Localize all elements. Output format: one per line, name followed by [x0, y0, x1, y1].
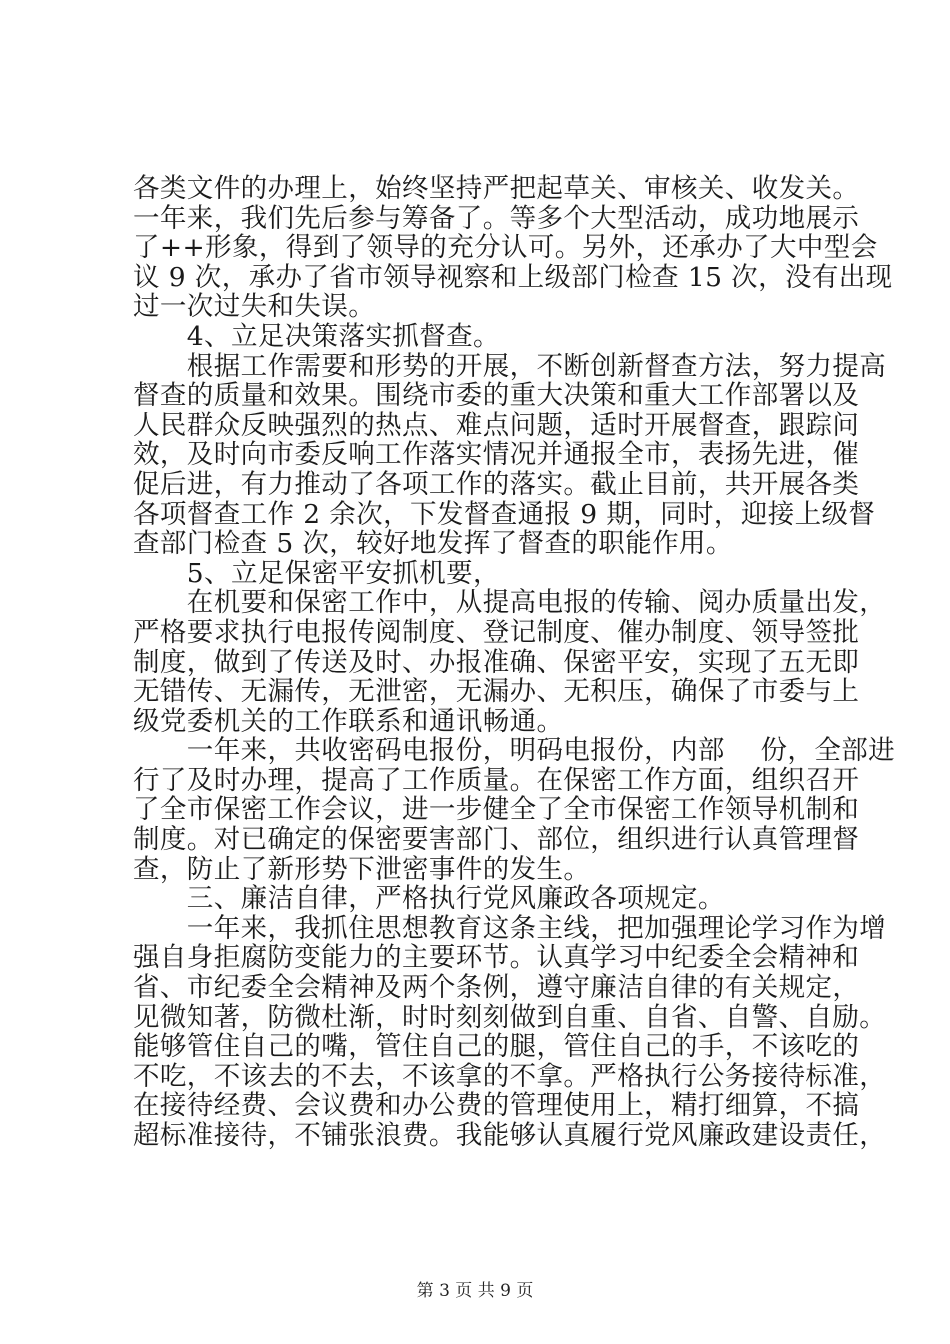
text-line: 超标准接待，不铺张浪费。我能够认真履行党风廉政建设责任，	[133, 1120, 887, 1151]
text-line: 级党委机关的工作联系和通讯畅通。	[133, 705, 564, 737]
text-line: 查部门检查 5 次，较好地发挥了督查的职能作用。	[133, 528, 733, 560]
section-heading: 5、立足保密平安抓机要，	[133, 557, 500, 589]
text-line: 了++形象，得到了领导的充分认可。另外，还承办了大中型会	[133, 232, 878, 264]
text-line: 制度，做到了传送及时、办报准确、保密平安，实现了五无即	[133, 646, 860, 678]
text-line: 查，防止了新形势下泄密事件的发生。	[133, 853, 591, 885]
text-line: 无错传、无漏传，无泄密，无漏办、无积压，确保了市委与上	[133, 676, 860, 708]
text-line: 各类文件的办理上，始终坚持严把起草关、审核关、收发关。	[133, 173, 860, 204]
text-line: 效，及时向市委反响工作落实情况并通报全市，表扬先进，催	[133, 439, 860, 471]
text-line: 在机要和保密工作中，从提高电报的传输、阅办质量出发，	[133, 587, 887, 619]
text-line: 能够管住自己的嘴，管住自己的腿，管住自己的手，不该吃的	[133, 1031, 860, 1063]
text-line: 督查的质量和效果。围绕市委的重大决策和重大工作部署以及	[133, 380, 860, 412]
section-heading: 4、立足决策落实抓督查。	[133, 320, 500, 352]
text-line: 省、市纪委全会精神及两个条例，遵守廉洁自律的有关规定，	[133, 972, 860, 1004]
text-line: 促后进，有力推动了各项工作的落实。截止目前，共开展各类	[133, 468, 860, 500]
text-line: 在接待经费、会议费和办公费的管理使用上，精打细算，不搞	[133, 1090, 860, 1122]
text-line: 强自身拒腐防变能力的主要环节。认真学习中纪委全会精神和	[133, 942, 860, 974]
text-line: 不吃，不该去的不去，不该拿的不拿。严格执行公务接待标准，	[133, 1060, 887, 1092]
document-body	[133, 173, 896, 1151]
section-heading: 三、廉洁自律，严格执行党风廉政各项规定。	[133, 883, 725, 915]
text-line: 一年来，我抓住思想教育这条主线，把加强理论学习作为增	[133, 912, 887, 944]
text-line: 行了及时办理，提高了工作质量。在保密工作方面，组织召开	[133, 764, 860, 796]
text-line: 人民群众反映强烈的热点、难点问题，适时开展督查，跟踪问	[133, 409, 860, 441]
text-line: 过一次过失和失误。	[133, 291, 376, 323]
text-line: 议 9 次，承办了省市领导视察和上级部门检查 15 次，没有出现	[133, 261, 893, 293]
text-line: 严格要求执行电报传阅制度、登记制度、催办制度、领导签批	[133, 616, 860, 648]
text-line: 一年来，我们先后参与筹备了。等多个大型活动，成功地展示	[133, 202, 860, 234]
text-line: 各项督查工作 2 余次，下发督查通报 9 期，同时，迎接上级督	[133, 498, 876, 530]
text-line: 见微知著，防微杜渐，时时刻刻做到自重、自省、自警、自励。	[133, 1001, 887, 1033]
text-line: 制度。对已确定的保密要害部门、部位，组织进行认真管理督	[133, 824, 860, 856]
text-line: 根据工作需要和形势的开展，不断创新督查方法，努力提高	[133, 350, 887, 382]
page-number-footer: 第 3 页 共 9 页	[416, 1281, 534, 1301]
text-line: 了全市保密工作会议，进一步健全了全市保密工作领导机制和	[133, 794, 860, 826]
text-line: 一年来，共收密码电报份，明码电报份，内部 份，全部进	[133, 735, 896, 767]
